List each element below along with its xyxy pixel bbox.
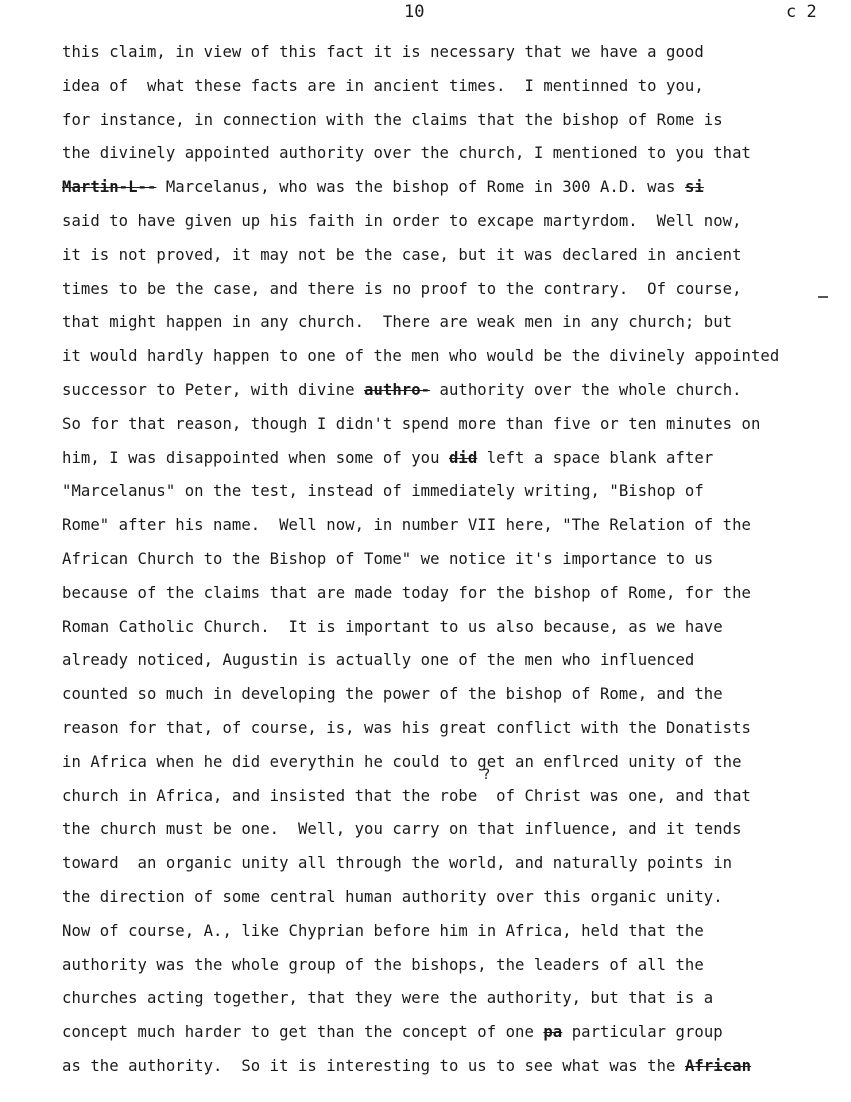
line-text: it would hardly happen to one of the men who would be the divinely appointed [62, 347, 780, 366]
struck-text: Martin-L-- [62, 178, 157, 197]
struck-text: pa [543, 1023, 563, 1042]
line-text: this claim, in view of this fact it is necessary that we have a good [62, 43, 704, 61]
line-text: said to have given up his faith in order to excape martyrdom. Well now, [62, 211, 742, 230]
line-text: Now of course, A., like Chyprian before him in Africa, held that the [62, 921, 704, 940]
text-line [62, 41, 822, 75]
line-text: authority over the whole church. [430, 380, 742, 399]
text-line [62, 210, 822, 244]
line-text: as the authority. So it is interesting to us to see what was the [62, 1056, 685, 1075]
struck-text: si [684, 178, 704, 197]
margin-scan-mark [818, 296, 828, 298]
line-text: the divinely appointed authority over the church, I mentioned to you that [62, 144, 751, 163]
typed-body-text [62, 41, 822, 1089]
page-code: c 2 [786, 2, 817, 22]
line-text: successor to Peter, with divine [62, 380, 365, 399]
line-text: the direction of some central human authority over this organic unity. [62, 887, 723, 906]
text-line [62, 954, 822, 988]
text-line [62, 717, 822, 751]
text-line [62, 75, 822, 109]
struck-text: authro- [364, 380, 431, 399]
text-line [62, 852, 822, 886]
text-line [62, 785, 822, 819]
line-text: counted so much in developing the power of the bishop of Rome, and the [62, 685, 723, 704]
line-text: him, I was disappointed when some of you [62, 448, 449, 467]
text-line [62, 379, 822, 413]
line-text: idea of what these facts are in ancient times. I mentinned to you, [62, 76, 704, 95]
text-line [62, 244, 822, 278]
page-number: 10 [404, 2, 425, 22]
text-line [62, 616, 822, 650]
line-text: Marcelanus, who was the bishop of Rome in 300 A.D. was [156, 178, 685, 197]
line-text: "Marcelanus" on the test, instead of immediately writing, "Bishop of [62, 482, 704, 501]
text-line [62, 176, 822, 210]
text-line [62, 987, 822, 1021]
struck-text: African [684, 1056, 752, 1075]
line-text: in Africa when he did everythin he could to get an enflrced unity of the [62, 752, 742, 771]
line-text: for instance, in connection with the claims that the bishop of Rome is [62, 110, 723, 129]
line-text: Roman Catholic Church. It is important to us also because, as we have [62, 617, 723, 636]
line-text: toward an organic unity all through the world, and naturally points in [62, 854, 733, 873]
text-line [62, 142, 822, 176]
line-text: church in Africa, and insisted that the robe of Christ was one, and that [62, 786, 751, 805]
line-text: it is not proved, it may not be the case, but it was declared in ancient [62, 245, 742, 264]
text-line [62, 345, 822, 379]
line-text: because of the claims that are made today for the bishop of Rome, for the [62, 583, 751, 602]
text-line [62, 683, 822, 717]
handwritten-question-mark: ? [482, 767, 491, 783]
text-line [62, 109, 822, 143]
line-text: that might happen in any church. There are weak men in any church; but [62, 313, 733, 332]
text-line [62, 480, 822, 514]
line-text: concept much harder to get than the concept of one [62, 1023, 544, 1042]
text-line [62, 278, 822, 312]
text-line [62, 886, 822, 920]
line-text: African Church to the Bishop of Tome" we notice it's importance to us [62, 549, 714, 568]
text-line [62, 649, 822, 683]
text-line [62, 751, 822, 785]
line-text: authority was the whole group of the bishops, the leaders of all the [62, 955, 704, 974]
text-line [62, 548, 822, 582]
line-text: already noticed, Augustin is actually one of the men who influenced [62, 651, 695, 670]
text-line [62, 582, 822, 616]
text-line [62, 920, 822, 954]
line-text: reason for that, of course, is, was his great conflict with the Donatists [62, 718, 751, 737]
line-text: Rome" after his name. Well now, in number VII here, "The Relation of the [62, 516, 751, 535]
line-text: So for that reason, though I didn't spend more than five or ten minutes on [62, 414, 761, 433]
struck-text: did [448, 448, 478, 467]
line-text: left a space blank after [477, 448, 714, 467]
text-line [62, 447, 822, 481]
text-line [62, 311, 822, 345]
text-line [62, 818, 822, 852]
text-line [62, 413, 822, 447]
line-text: churches acting together, that they were the authority, but that is a [62, 989, 714, 1008]
line-text: the church must be one. Well, you carry on that influence, and it tends [62, 820, 742, 839]
line-text: times to be the case, and there is no proof to the contrary. Of course, [62, 279, 742, 298]
text-line [62, 1055, 822, 1089]
text-line [62, 1021, 822, 1055]
line-text: particular group [562, 1023, 723, 1042]
text-line [62, 514, 822, 548]
